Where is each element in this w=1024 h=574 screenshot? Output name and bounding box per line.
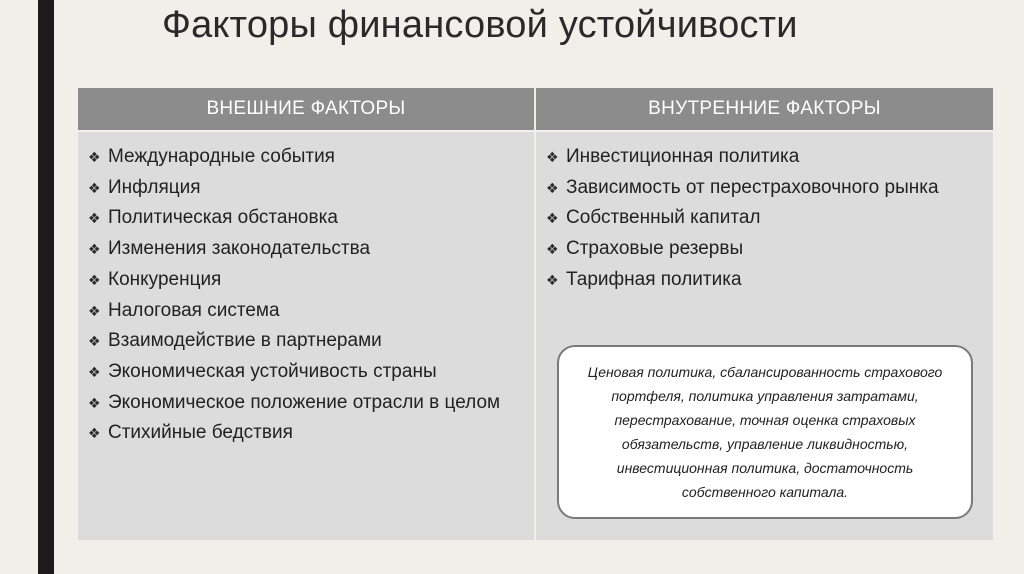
- list-item: ❖ Конкуренция: [88, 265, 526, 296]
- list-item: ❖ Зависимость от перестраховочного рынка: [546, 173, 985, 204]
- diamond-bullet-icon: ❖: [88, 149, 101, 165]
- list-item: ❖ Собственный капитал: [546, 203, 985, 234]
- list-item: ❖ Экономическое положение отрасли в целом: [88, 388, 526, 419]
- list-item: ❖ Экономическая устойчивость страны: [88, 357, 526, 388]
- diamond-bullet-icon: ❖: [546, 241, 559, 258]
- list-item: ❖ Страховые резервы: [546, 234, 985, 265]
- list-item: ❖ Взаимодействие в партнерами: [88, 326, 526, 357]
- note-text: Ценовая политика, сбалансированность страхового портфеля, политика управления затратами, перестрахование, точная оценка страховых обязательств, управление ликвидностью, инвестиционная политика, достаточность собственного капитала.: [587, 364, 943, 500]
- list-item: ❖ Тарифная политика: [546, 265, 985, 296]
- diamond-bullet-icon: ❖: [546, 149, 559, 165]
- list-item: ❖ Инфляция: [88, 173, 526, 204]
- diamond-bullet-icon: ❖: [88, 302, 101, 319]
- list-item: ❖ Изменения законодательства: [88, 234, 526, 265]
- list-item: ❖ Международные события: [88, 142, 526, 173]
- external-factors-cell: [78, 132, 534, 540]
- diamond-bullet-icon: ❖: [546, 210, 559, 227]
- diamond-bullet-icon: ❖: [546, 179, 559, 196]
- diamond-bullet-icon: ❖: [88, 179, 101, 196]
- diamond-bullet-icon: ❖: [88, 333, 101, 350]
- diamond-bullet-icon: ❖: [88, 394, 101, 411]
- header-external-factors: ВНЕШНИЕ ФАКТОРЫ: [78, 88, 534, 130]
- list-item: ❖ Налоговая система: [88, 296, 526, 327]
- slide-title: Факторы финансовой устойчивости: [162, 4, 798, 46]
- diamond-bullet-icon: ❖: [546, 271, 559, 288]
- diamond-bullet-icon: ❖: [88, 241, 101, 258]
- external-factors-list: [78, 132, 534, 449]
- internal-factors-list: [536, 132, 993, 296]
- header-internal-factors: ВНУТРЕННИЕ ФАКТОРЫ: [536, 88, 993, 130]
- list-item: ❖ Политическая обстановка: [88, 203, 526, 234]
- list-item: ❖ Стихийные бедствия: [88, 418, 526, 449]
- list-item: ❖ Инвестиционная политика: [546, 142, 985, 173]
- note-box: [557, 345, 973, 519]
- left-accent-bar: [38, 0, 54, 574]
- diamond-bullet-icon: ❖: [88, 271, 101, 288]
- diamond-bullet-icon: ❖: [88, 425, 101, 442]
- diamond-bullet-icon: ❖: [88, 210, 101, 227]
- diamond-bullet-icon: ❖: [88, 363, 101, 380]
